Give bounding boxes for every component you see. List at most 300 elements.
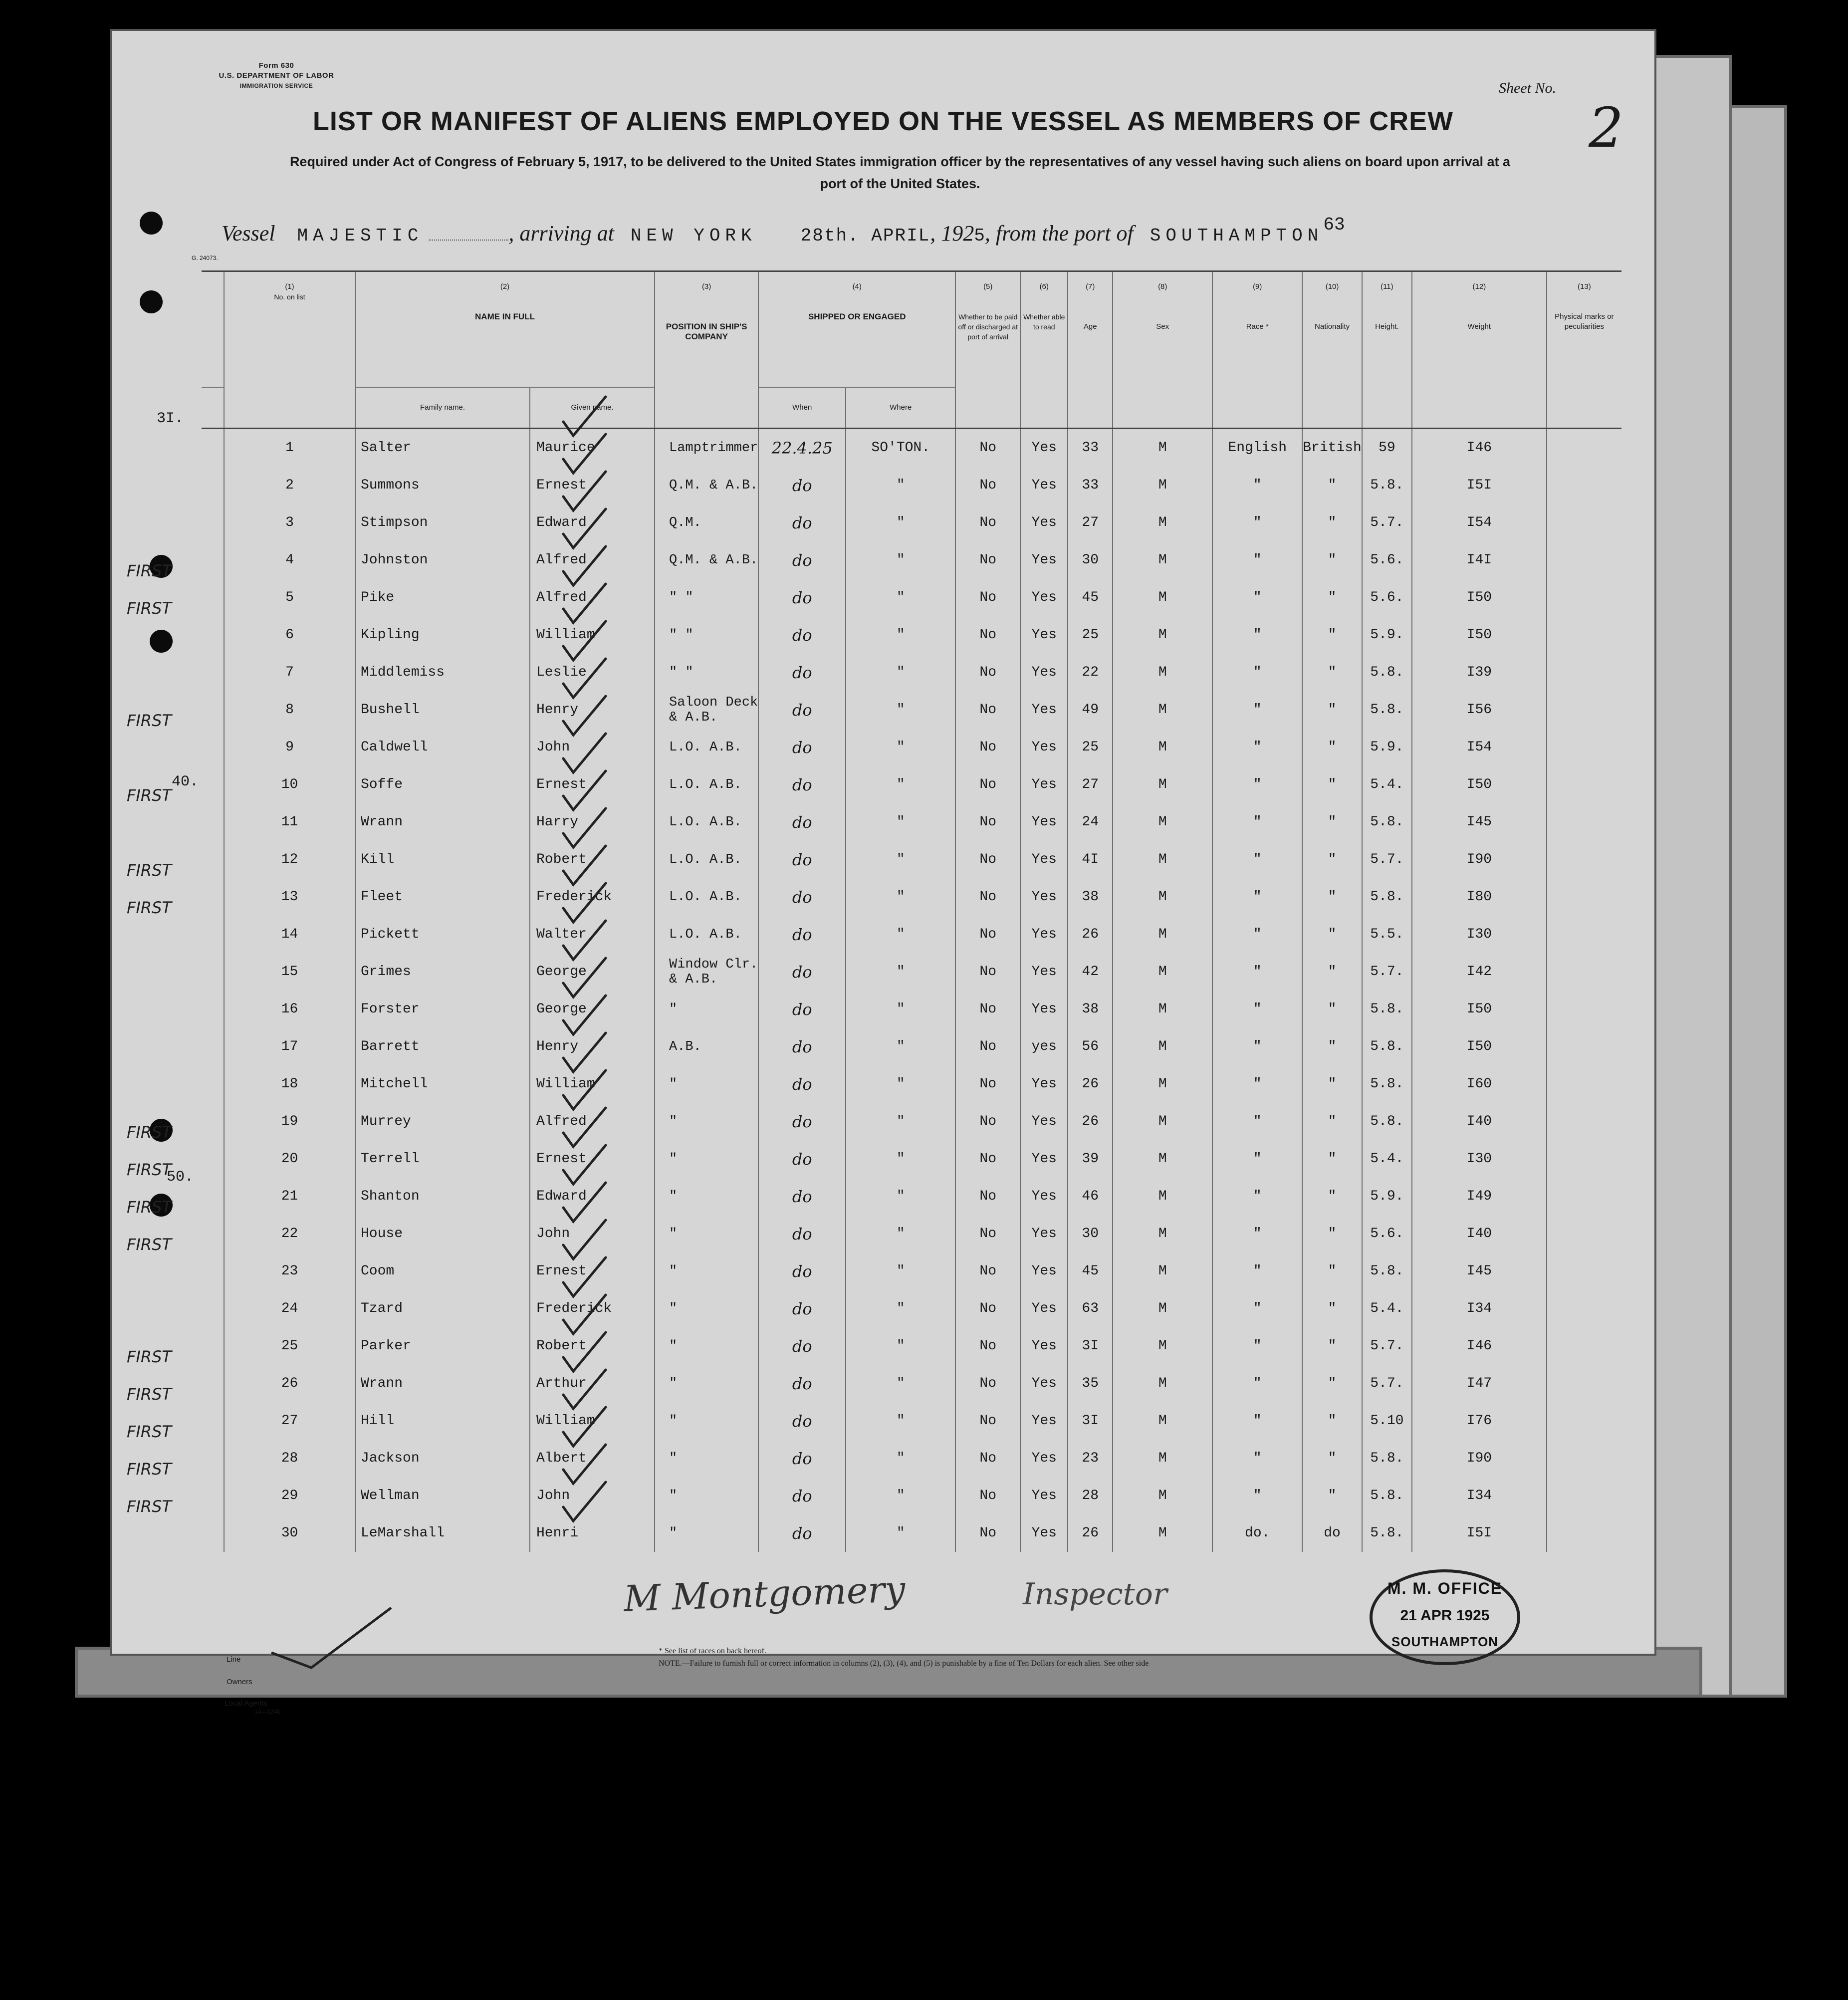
check-stroke xyxy=(563,1370,606,1409)
check-stroke xyxy=(563,1407,606,1446)
cell-able-to-read: Yes xyxy=(1020,1178,1068,1215)
check-stroke xyxy=(563,1257,606,1296)
margin-first-note: FIRST xyxy=(127,1422,172,1441)
cell-age: 30 xyxy=(1068,541,1113,579)
cell-sex: M xyxy=(1113,953,1212,991)
col-header-when: When xyxy=(758,387,846,429)
cell-family-name: Kipling xyxy=(355,616,530,654)
cell-height: 5.8. xyxy=(1362,1514,1412,1552)
margin-first-note: FIRST xyxy=(127,1160,172,1179)
cell-able-to-read: Yes xyxy=(1020,467,1068,504)
cell-race: " xyxy=(1212,541,1302,579)
cell-height: 5.6. xyxy=(1362,1215,1412,1252)
cell-height: 5.7. xyxy=(1362,504,1412,541)
cell-position: L.O. A.B. xyxy=(655,729,758,766)
cell-able-to-read: Yes xyxy=(1020,654,1068,691)
cell-paid-off: No xyxy=(955,504,1020,541)
cell-where: " xyxy=(846,579,955,616)
cell-where: " xyxy=(846,1215,955,1252)
cell-when: do xyxy=(758,654,846,691)
year-prefix: , 192 xyxy=(930,221,974,246)
cell-height: 5.7. xyxy=(1362,1327,1412,1365)
cell-paid-off: No xyxy=(955,1065,1020,1103)
footer-owners-label: Owners xyxy=(227,1678,252,1686)
cell-age: 35 xyxy=(1068,1365,1113,1402)
cell-able-to-read: Yes xyxy=(1020,1514,1068,1552)
cell-when: do xyxy=(758,1365,846,1402)
cell-weight: I4I xyxy=(1412,541,1547,579)
cell-no: 27 xyxy=(224,1402,355,1440)
cell-where: " xyxy=(846,953,955,991)
cell-when: do xyxy=(758,1290,846,1327)
cell-weight: I40 xyxy=(1412,1103,1547,1140)
cell-height: 59 xyxy=(1362,429,1412,467)
cell-sex: M xyxy=(1113,1065,1212,1103)
cell-weight: I45 xyxy=(1412,1252,1547,1290)
cell-height: 5.9. xyxy=(1362,1178,1412,1215)
cell-when: do xyxy=(758,991,846,1028)
cell-paid-off: No xyxy=(955,1103,1020,1140)
cell-no: 26 xyxy=(224,1365,355,1402)
cell-when: do xyxy=(758,1402,846,1440)
check-stroke xyxy=(563,472,606,510)
cell-when: do xyxy=(758,1028,846,1065)
cell-position: L.O. A.B. xyxy=(655,878,758,916)
cell-where: " xyxy=(846,916,955,953)
cell-when: do xyxy=(758,504,846,541)
cell-where: " xyxy=(846,616,955,654)
cell-weight: I40 xyxy=(1412,1215,1547,1252)
cell-weight: I47 xyxy=(1412,1365,1547,1402)
check-stroke xyxy=(563,1482,606,1521)
page-title: LIST OR MANIFEST OF ALIENS EMPLOYED ON THE VESSEL AS MEMBERS OF CREW xyxy=(312,106,1454,136)
margin-first-note: FIRST xyxy=(127,711,172,730)
cell-paid-off: No xyxy=(955,467,1020,504)
cell-able-to-read: Yes xyxy=(1020,541,1068,579)
cell-paid-off: No xyxy=(955,803,1020,841)
cell-family-name: Fleet xyxy=(355,878,530,916)
cell-sex: M xyxy=(1113,541,1212,579)
cell-when: do xyxy=(758,1065,846,1103)
cell-able-to-read: Yes xyxy=(1020,616,1068,654)
cell-age: 24 xyxy=(1068,803,1113,841)
footer-line-label: Line xyxy=(227,1655,241,1664)
margin-first-note: FIRST xyxy=(127,898,172,917)
cell-paid-off: No xyxy=(955,1252,1020,1290)
check-stroke xyxy=(563,1145,606,1184)
cell-no: 8 xyxy=(224,691,355,729)
col-num-8: (8) xyxy=(1113,271,1212,292)
cell-weight: I50 xyxy=(1412,1028,1547,1065)
cell-paid-off: No xyxy=(955,1440,1020,1477)
cell-no: 9 xyxy=(224,729,355,766)
cell-where: " xyxy=(846,1290,955,1327)
cell-no: 12 xyxy=(224,841,355,878)
margin-first-note: FIRST xyxy=(127,561,172,580)
cell-position: " xyxy=(655,1252,758,1290)
cell-able-to-read: Yes xyxy=(1020,504,1068,541)
cell-nationality: British xyxy=(1302,429,1362,467)
cell-able-to-read: Yes xyxy=(1020,1290,1068,1327)
col-header-marks: Physical marks or peculiarities xyxy=(1547,292,1621,429)
cell-no: 13 xyxy=(224,878,355,916)
cell-position: L.O. A.B. xyxy=(655,766,758,803)
cell-nationality: " xyxy=(1302,1215,1362,1252)
checkmark-strokes xyxy=(112,31,1658,1658)
cell-no: 2 xyxy=(224,467,355,504)
cell-age: 38 xyxy=(1068,991,1113,1028)
cell-given-name: John xyxy=(530,729,655,766)
col-num-10: (10) xyxy=(1302,271,1362,292)
cell-able-to-read: Yes xyxy=(1020,579,1068,616)
cell-position: Saloon Deck & A.B. xyxy=(655,691,758,729)
cell-given-name: William xyxy=(530,616,655,654)
cell-race: " xyxy=(1212,654,1302,691)
cell-paid-off: No xyxy=(955,579,1020,616)
cell-nationality: " xyxy=(1302,1065,1362,1103)
cell-sex: M xyxy=(1113,1514,1212,1552)
cell-sex: M xyxy=(1113,1252,1212,1290)
vessel-label: Vessel xyxy=(222,221,275,246)
cell-given-name: Alfred xyxy=(530,541,655,579)
cell-able-to-read: Yes xyxy=(1020,841,1068,878)
col-num-4: (4) xyxy=(758,271,955,292)
footnote-races: * See list of races on back hereof. xyxy=(659,1647,766,1655)
cell-weight: I50 xyxy=(1412,579,1547,616)
cell-race: " xyxy=(1212,729,1302,766)
cell-when: do xyxy=(758,803,846,841)
cell-where: " xyxy=(846,841,955,878)
cell-weight: I50 xyxy=(1412,616,1547,654)
cell-position: " xyxy=(655,1140,758,1178)
cell-given-name: Edward xyxy=(530,504,655,541)
cell-able-to-read: Yes xyxy=(1020,1402,1068,1440)
cell-position: " xyxy=(655,991,758,1028)
cell-when: do xyxy=(758,1252,846,1290)
cell-height: 5.8. xyxy=(1362,1440,1412,1477)
check-stroke xyxy=(563,996,606,1034)
check-stroke xyxy=(563,659,606,698)
cell-weight: I50 xyxy=(1412,991,1547,1028)
cell-sex: M xyxy=(1113,1028,1212,1065)
cell-height: 5.9. xyxy=(1362,729,1412,766)
cell-where: " xyxy=(846,1402,955,1440)
cell-age: 33 xyxy=(1068,429,1113,467)
cell-position: " xyxy=(655,1477,758,1514)
stamp-date: 21 APR 1925 xyxy=(1400,1607,1490,1624)
cell-where: " xyxy=(846,766,955,803)
cell-family-name: Shanton xyxy=(355,1178,530,1215)
margin-number-50: 50. xyxy=(167,1169,194,1186)
check-stroke xyxy=(563,883,606,922)
cell-race: " xyxy=(1212,616,1302,654)
cell-when: do xyxy=(758,1103,846,1140)
cell-weight: I49 xyxy=(1412,1178,1547,1215)
cell-no: 25 xyxy=(224,1327,355,1365)
cell-height: 5.8. xyxy=(1362,803,1412,841)
cell-where: " xyxy=(846,467,955,504)
cell-race: " xyxy=(1212,953,1302,991)
cell-family-name: Bushell xyxy=(355,691,530,729)
cell-race: " xyxy=(1212,1477,1302,1514)
cell-weight: I80 xyxy=(1412,878,1547,916)
cell-race: " xyxy=(1212,766,1302,803)
cell-no: 10 xyxy=(224,766,355,803)
cell-able-to-read: Yes xyxy=(1020,729,1068,766)
cell-age: 33 xyxy=(1068,467,1113,504)
vessel-name: MAJESTIC xyxy=(297,226,424,246)
cell-able-to-read: Yes xyxy=(1020,878,1068,916)
cell-height: 5.4. xyxy=(1362,1140,1412,1178)
cell-race: " xyxy=(1212,1365,1302,1402)
check-stroke xyxy=(563,1183,606,1222)
col-header-weight: Weight xyxy=(1412,292,1547,429)
cell-given-name: George xyxy=(530,991,655,1028)
cell-paid-off: No xyxy=(955,1514,1020,1552)
cell-race: " xyxy=(1212,1327,1302,1365)
cell-given-name: Robert xyxy=(530,841,655,878)
cell-race: " xyxy=(1212,991,1302,1028)
cell-age: 3I xyxy=(1068,1402,1113,1440)
cell-weight: I90 xyxy=(1412,841,1547,878)
cell-able-to-read: Yes xyxy=(1020,766,1068,803)
cell-when: do xyxy=(758,953,846,991)
cell-no: 24 xyxy=(224,1290,355,1327)
col-num-5: (5) xyxy=(955,271,1020,292)
cell-able-to-read: Yes xyxy=(1020,1477,1068,1514)
cell-age: 3I xyxy=(1068,1327,1113,1365)
from-label: , from the port of xyxy=(984,221,1134,246)
cell-family-name: Murrey xyxy=(355,1103,530,1140)
cell-when: do xyxy=(758,1327,846,1365)
cell-able-to-read: Yes xyxy=(1020,991,1068,1028)
cell-height: 5.8. xyxy=(1362,1028,1412,1065)
cell-family-name: Forster xyxy=(355,991,530,1028)
check-stroke xyxy=(563,397,606,436)
cell-age: 25 xyxy=(1068,729,1113,766)
cell-given-name: Alfred xyxy=(530,579,655,616)
cell-able-to-read: Yes xyxy=(1020,1327,1068,1365)
cell-where: " xyxy=(846,1477,955,1514)
cell-when: do xyxy=(758,541,846,579)
cell-given-name: George xyxy=(530,953,655,991)
cell-age: 27 xyxy=(1068,766,1113,803)
cell-no: 4 xyxy=(224,541,355,579)
cell-family-name: Parker xyxy=(355,1327,530,1365)
cell-nationality: " xyxy=(1302,1365,1362,1402)
cell-position: L.O. A.B. xyxy=(655,916,758,953)
col-header-no-on-list: No. on list xyxy=(224,292,355,429)
cell-nationality: " xyxy=(1302,467,1362,504)
cell-family-name: Pike xyxy=(355,579,530,616)
cell-paid-off: No xyxy=(955,729,1020,766)
cell-position: A.B. xyxy=(655,1028,758,1065)
cell-race: do. xyxy=(1212,1514,1302,1552)
cell-weight: I54 xyxy=(1412,729,1547,766)
cell-where: " xyxy=(846,1103,955,1140)
cell-able-to-read: Yes xyxy=(1020,429,1068,467)
cell-sex: M xyxy=(1113,878,1212,916)
cell-no: 3 xyxy=(224,504,355,541)
cell-sex: M xyxy=(1113,654,1212,691)
cell-position: " " xyxy=(655,579,758,616)
col-num-1: (1) xyxy=(224,271,355,292)
cell-paid-off: No xyxy=(955,1215,1020,1252)
cell-race: " xyxy=(1212,467,1302,504)
cell-nationality: " xyxy=(1302,1327,1362,1365)
check-stroke xyxy=(563,958,606,997)
cell-nationality: " xyxy=(1302,803,1362,841)
cell-age: 26 xyxy=(1068,1514,1113,1552)
inspector-signature: M Montgomery xyxy=(623,1568,906,1620)
cell-paid-off: No xyxy=(955,1477,1020,1514)
check-stroke xyxy=(563,696,606,735)
cell-no: 28 xyxy=(224,1440,355,1477)
check-stroke xyxy=(563,1295,606,1334)
cell-when: do xyxy=(758,1140,846,1178)
arriving-label: , arriving at xyxy=(508,221,614,246)
page-reference: 63 xyxy=(1323,215,1345,235)
page-subtitle: Required under Act of Congress of February 5, 1917, to be delivered to the United States immigration officer by the representatives of any vessel having such aliens on board upon arrival at a port of the United States. xyxy=(289,154,1511,191)
check-stroke xyxy=(563,1108,606,1147)
cell-sex: M xyxy=(1113,1290,1212,1327)
cell-age: 30 xyxy=(1068,1215,1113,1252)
col-num-7: (7) xyxy=(1068,271,1113,292)
margin-first-note: FIRST xyxy=(127,599,172,618)
cell-position: Lamptrimmer xyxy=(655,429,758,467)
cell-position: L.O. A.B. xyxy=(655,841,758,878)
margin-first-note: FIRST xyxy=(127,1460,172,1479)
cell-where: " xyxy=(846,1065,955,1103)
cell-race: " xyxy=(1212,504,1302,541)
cell-weight: I34 xyxy=(1412,1477,1547,1514)
cell-position: " xyxy=(655,1215,758,1252)
cell-nationality: do xyxy=(1302,1514,1362,1552)
cell-family-name: LeMarshall xyxy=(355,1514,530,1552)
sheet-number-label: Sheet No. xyxy=(1499,80,1556,96)
cell-paid-off: No xyxy=(955,1365,1020,1402)
cell-nationality: " xyxy=(1302,766,1362,803)
cell-position: " xyxy=(655,1514,758,1552)
cell-family-name: Johnston xyxy=(355,541,530,579)
cell-height: 5.8. xyxy=(1362,654,1412,691)
cell-able-to-read: Yes xyxy=(1020,1065,1068,1103)
cell-able-to-read: Yes xyxy=(1020,1440,1068,1477)
cell-race: " xyxy=(1212,1028,1302,1065)
cell-family-name: Kill xyxy=(355,841,530,878)
col-header-paid-off: Whether to be paid off or discharged at port of arrival xyxy=(955,292,1020,429)
cell-family-name: Barrett xyxy=(355,1028,530,1065)
cell-when: do xyxy=(758,1477,846,1514)
cell-where: " xyxy=(846,729,955,766)
cell-family-name: Wrann xyxy=(355,803,530,841)
footnote-penalty: NOTE.—Failure to furnish full or correct information in columns (2), (3), (4), and (5) is punishable by a fine of Ten Dollars for each alien. See other side xyxy=(659,1659,1149,1668)
cell-paid-off: No xyxy=(955,953,1020,991)
margin-first-note: FIRST xyxy=(127,786,172,805)
cell-position: " " xyxy=(655,616,758,654)
cell-family-name: Salter xyxy=(355,429,530,467)
col-header-age: Age xyxy=(1068,292,1113,429)
cell-weight: I46 xyxy=(1412,1327,1547,1365)
cell-age: 45 xyxy=(1068,579,1113,616)
cell-paid-off: No xyxy=(955,429,1020,467)
cell-family-name: Stimpson xyxy=(355,504,530,541)
cell-position: " xyxy=(655,1327,758,1365)
cell-given-name: Ernest xyxy=(530,1140,655,1178)
cell-where: " xyxy=(846,1178,955,1215)
margin-first-note: FIRST xyxy=(127,1235,172,1254)
cell-given-name: Ernest xyxy=(530,766,655,803)
cell-no: 23 xyxy=(224,1252,355,1290)
cell-nationality: " xyxy=(1302,878,1362,916)
cell-given-name: William xyxy=(530,1402,655,1440)
cell-height: 5.8. xyxy=(1362,1065,1412,1103)
cell-nationality: " xyxy=(1302,729,1362,766)
cell-height: 5.10 xyxy=(1362,1402,1412,1440)
check-stroke xyxy=(563,1445,606,1484)
col-header-where: Where xyxy=(846,387,955,429)
cell-position: " xyxy=(655,1178,758,1215)
print-code: G. 24073. xyxy=(192,254,218,261)
footer-agents-code: 14—1240 xyxy=(254,1708,281,1715)
cell-no: 18 xyxy=(224,1065,355,1103)
cell-position: Q.M. xyxy=(655,504,758,541)
cell-given-name: Edward xyxy=(530,1178,655,1215)
col-num-9: (9) xyxy=(1212,271,1302,292)
cell-sex: M xyxy=(1113,504,1212,541)
cell-where: " xyxy=(846,654,955,691)
cell-race: " xyxy=(1212,803,1302,841)
cell-race: " xyxy=(1212,1140,1302,1178)
cell-where: " xyxy=(846,1514,955,1552)
cell-nationality: " xyxy=(1302,953,1362,991)
cell-sex: M xyxy=(1113,766,1212,803)
cell-nationality: " xyxy=(1302,1252,1362,1290)
office-stamp xyxy=(1370,1569,1520,1665)
cell-age: 63 xyxy=(1068,1290,1113,1327)
cell-nationality: " xyxy=(1302,541,1362,579)
cell-weight: I90 xyxy=(1412,1440,1547,1477)
check-stroke xyxy=(563,1220,606,1259)
cell-able-to-read: Yes xyxy=(1020,916,1068,953)
cell-height: 5.7. xyxy=(1362,841,1412,878)
cell-nationality: " xyxy=(1302,616,1362,654)
check-stroke xyxy=(563,621,606,660)
cell-age: 26 xyxy=(1068,1103,1113,1140)
cell-weight: I39 xyxy=(1412,654,1547,691)
check-stroke xyxy=(563,1033,606,1072)
cell-given-name: Ernest xyxy=(530,467,655,504)
department: U.S. DEPARTMENT OF LABOR xyxy=(219,71,334,80)
cell-sex: M xyxy=(1113,1140,1212,1178)
cell-weight: I56 xyxy=(1412,691,1547,729)
cell-family-name: Terrell xyxy=(355,1140,530,1178)
cell-sex: M xyxy=(1113,1402,1212,1440)
cell-height: 5.8. xyxy=(1362,691,1412,729)
col-num-2: (2) xyxy=(355,271,655,292)
col-header-shipped: SHIPPED OR ENGAGED xyxy=(758,292,955,387)
cell-paid-off: No xyxy=(955,1140,1020,1178)
cell-where: " xyxy=(846,1327,955,1365)
cell-given-name: Frederick xyxy=(530,878,655,916)
cell-where: " xyxy=(846,991,955,1028)
col-num-12: (12) xyxy=(1412,271,1547,292)
col-header-sex: Sex xyxy=(1113,292,1212,429)
cell-height: 5.4. xyxy=(1362,1290,1412,1327)
cell-where: " xyxy=(846,1140,955,1178)
cell-height: 5.9. xyxy=(1362,616,1412,654)
cell-where: " xyxy=(846,541,955,579)
